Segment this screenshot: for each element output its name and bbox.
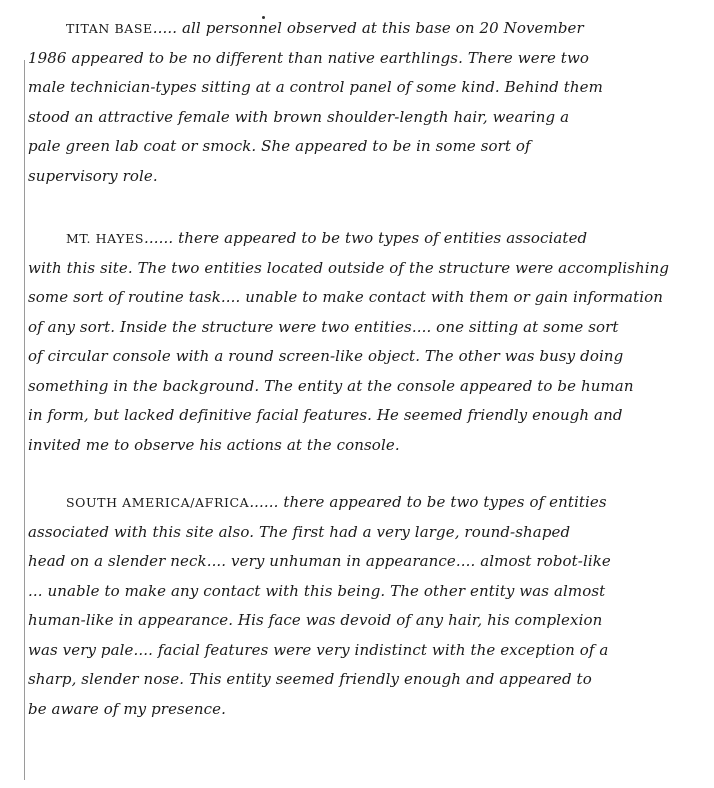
paragraph-titan-base	[28, 14, 678, 191]
paragraph-line: supervisory role.	[28, 166, 158, 185]
paragraph-line: human-like in appearance. His face was devoid of any hair, his complexion	[28, 611, 603, 629]
paragraph-line: was very pale.... facial features were very indistinct with the exception of a	[28, 640, 609, 659]
paragraph-line: male technician-types sitting at a control panel of some kind. Behind them	[28, 78, 603, 96]
paragraph-line: 1986 appeared to be no different than native earthlings. There were two	[28, 48, 590, 67]
paragraph-mt-hayes	[28, 224, 678, 460]
line-text: ..... all personnel observed at this base on 20 November	[152, 19, 584, 37]
paragraph-line: stood an attractive female with brown shoulder-length hair, wearing a	[28, 107, 570, 126]
paragraph-line: head on a slender neck.... very unhuman in appearance.... almost robot-like	[28, 552, 611, 570]
paragraph-line: with this site. The two entities located outside of the structure were accomplishing	[28, 258, 670, 277]
paragraph-line: associated with this site also. The first had a very large, round-shaped	[28, 522, 571, 541]
paragraph-heading: SOUTH AMERICA/AFRICA	[66, 495, 250, 510]
paragraph-south-america-africa	[28, 488, 678, 724]
paragraph-line: some sort of routine task.... unable to make contact with them or gain information	[28, 288, 664, 306]
paragraph-line: be aware of my presence.	[28, 699, 226, 718]
line-text: ...... there appeared to be two types of entities	[249, 493, 607, 511]
paragraph-line: in form, but lacked definitive facial features. He seemed friendly enough and	[28, 406, 623, 424]
paragraph-line: of circular console with a round screen-like object. The other was busy doing	[28, 347, 624, 365]
paragraph-heading: MT. HAYES	[66, 231, 145, 246]
paragraph-line	[28, 488, 678, 518]
paragraph-heading: TITAN BASE	[66, 21, 153, 36]
paragraph-line: pale green lab coat or smock. She appeared to be in some sort of	[28, 137, 531, 155]
paragraph-line: of any sort. Inside the structure were two entities.... one sitting at some sort	[28, 317, 619, 336]
paragraph-line: ... unable to make any contact with this being. The other entity was almost	[28, 581, 606, 600]
paragraph-line: something in the background. The entity at the console appeared to be human	[28, 376, 634, 395]
paragraph-line: sharp, slender nose. This entity seemed friendly enough and appeared to	[28, 670, 592, 688]
paragraph-line	[28, 224, 678, 254]
line-text: ...... there appeared to be two types of entities associated	[144, 229, 588, 247]
left-margin-line	[24, 60, 25, 780]
paragraph-line: invited me to observe his actions at the console.	[28, 435, 400, 454]
paragraph-line	[28, 14, 678, 44]
